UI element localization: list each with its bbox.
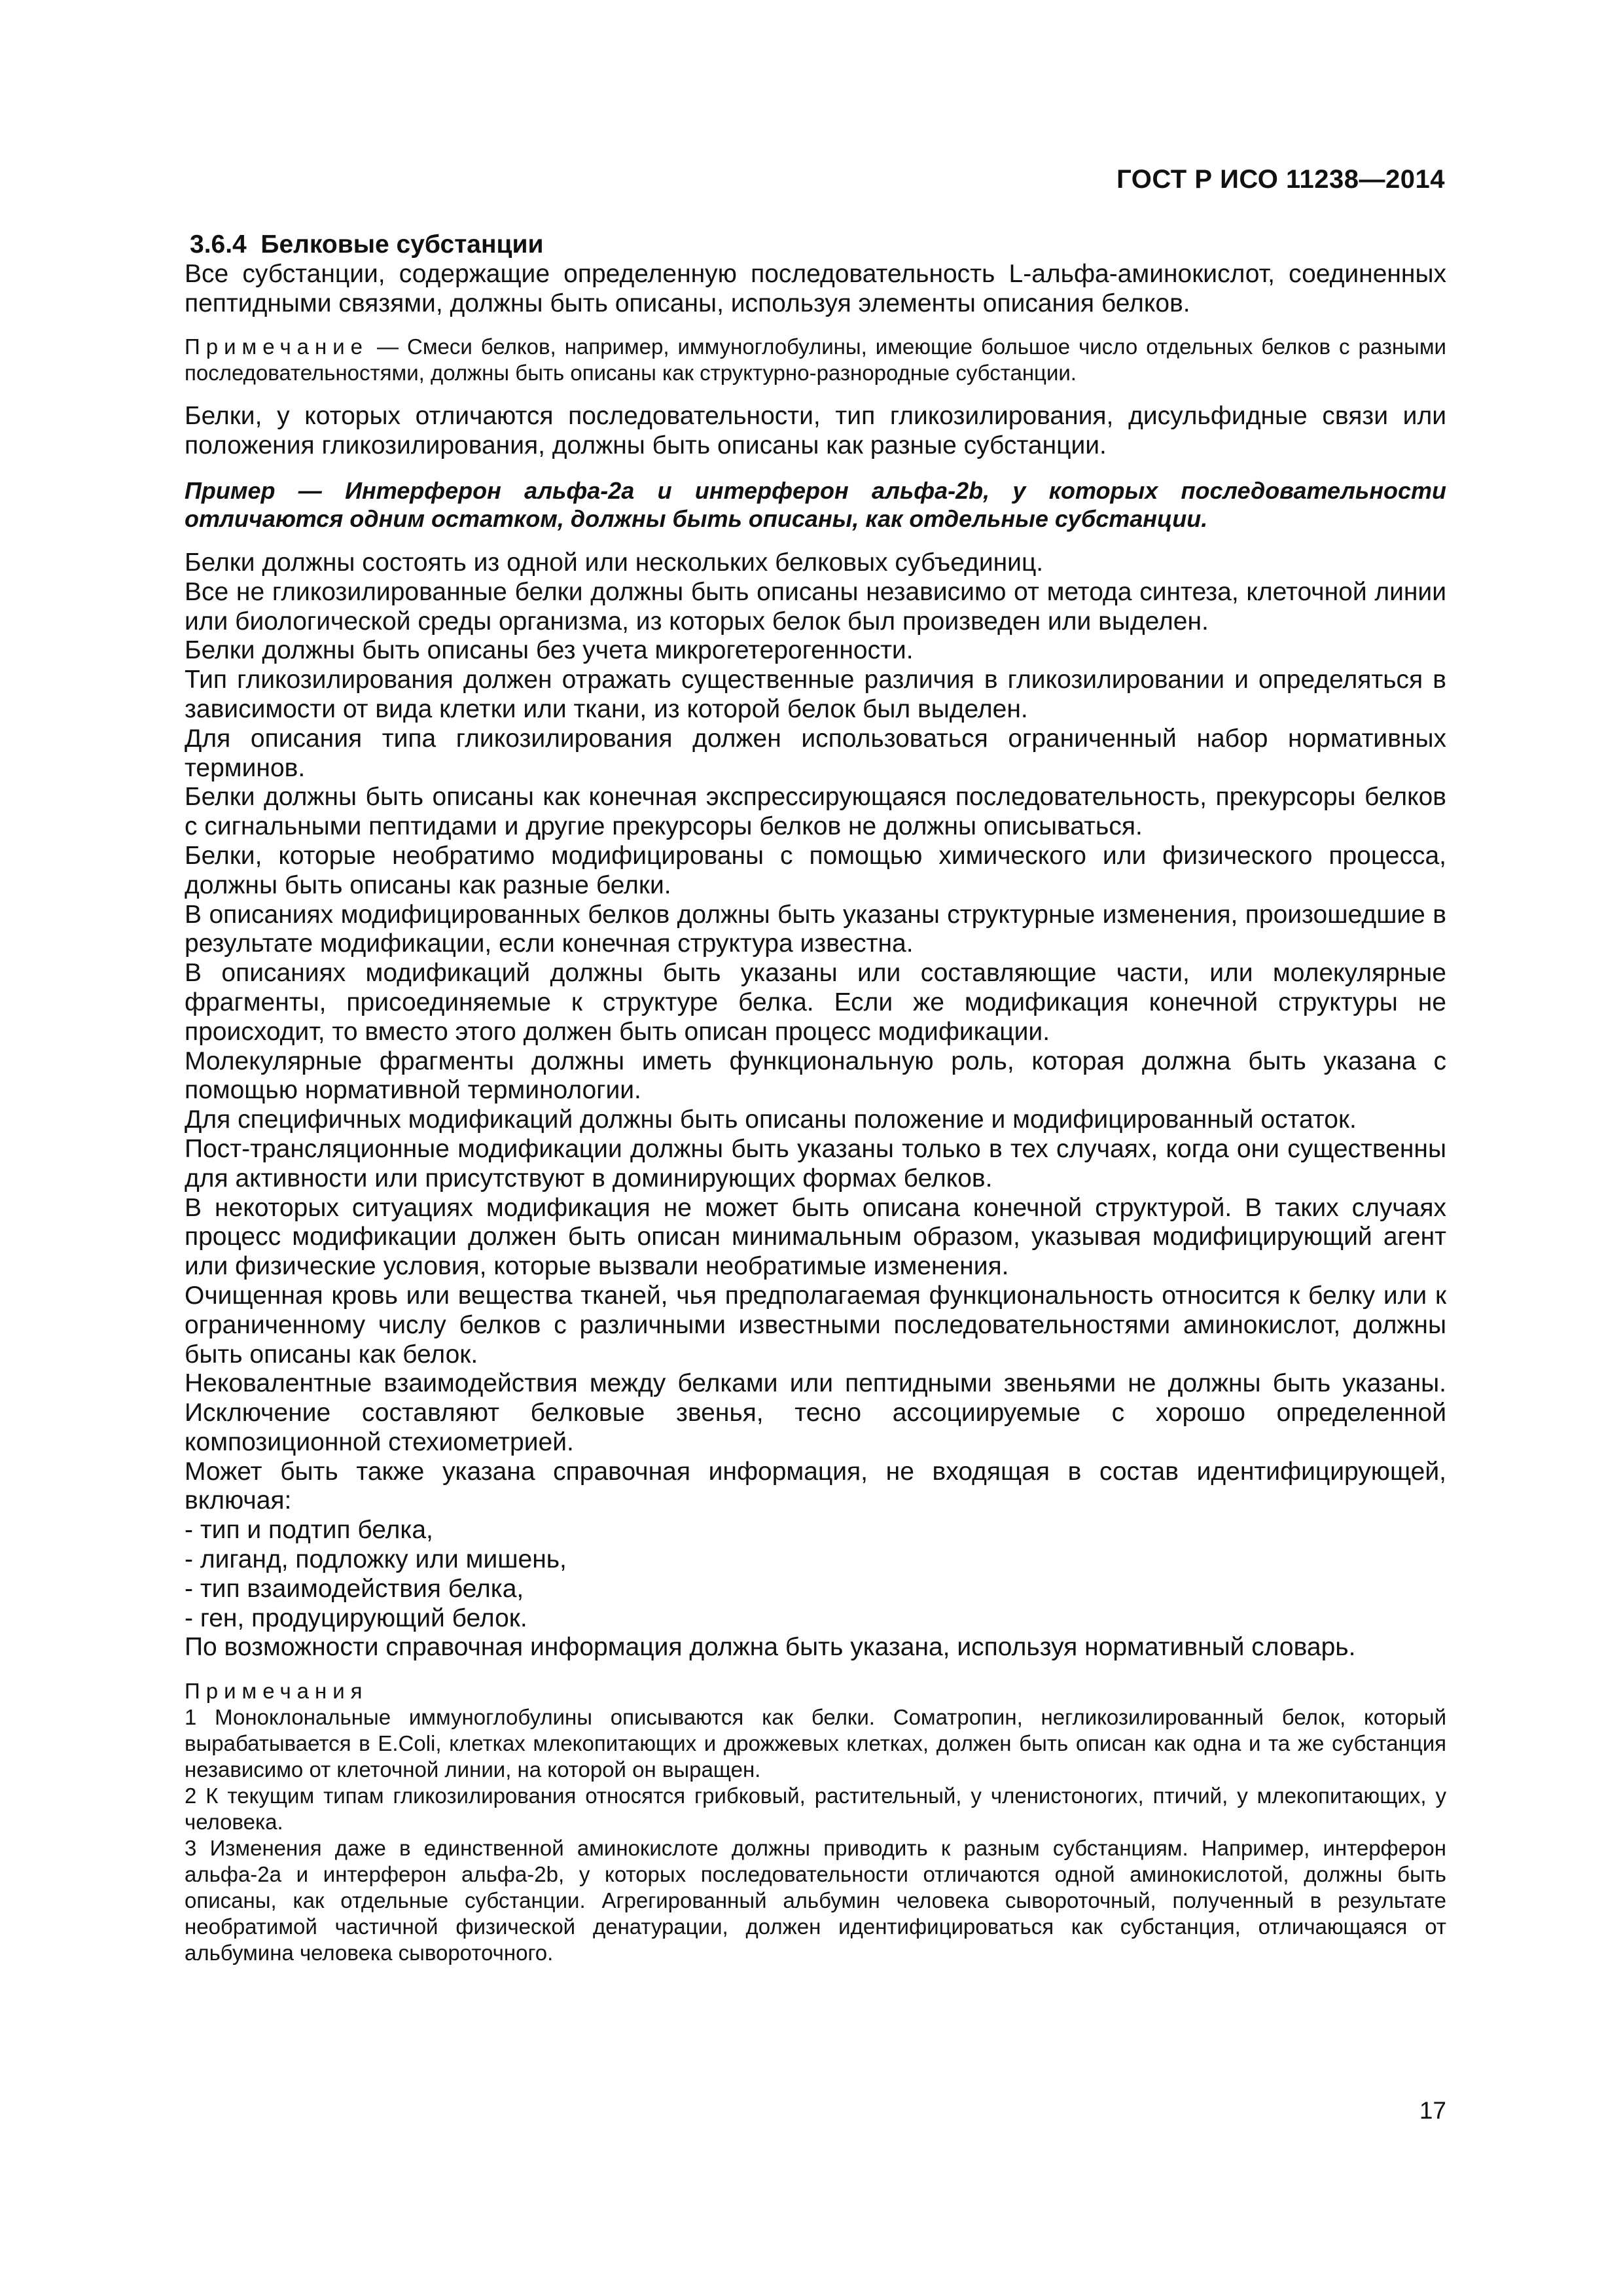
page-content (185, 230, 1446, 1966)
list-item: - тип взаимодействия белка, (185, 1574, 524, 1603)
reference-info-list (185, 1516, 1446, 1633)
document-code-header: ГОСТ Р ИСО 11238—2014 (1116, 165, 1445, 194)
body-paragraph: Белки должны быть описаны как конечная экспрессирующаяся последовательность, прекурсоры белков с сигнальными пептидами и другие прекурсоры белков не должны описываться. (185, 783, 1446, 841)
section-number: 3.6.4 (190, 230, 247, 259)
list-item: - ген, продуцирующий белок. (185, 1604, 527, 1632)
note-item: 3 Изменения даже в единственной аминокислоте должны приводить к разным субстанциям. Например, интерферон альфа-2a и интерферон альфа-2b, у которых последовательности отличаются одной аминокислотой, должны быть описаны, как отдельные субстанции. Агрегированный альбумин человека сывороточный, полученный в результате необратимой частичной физической денатурации, должен идентифицироваться как субстанция, отличающаяся от альбумина человека сывороточного. (185, 1836, 1446, 1965)
note-item: 2 К текущим типам гликозилирования относятся грибковый, растительный, у членистоногих, птичий, у млекопитающих, у человека. (185, 1784, 1446, 1835)
list-item: - тип и подтип белка, (185, 1516, 433, 1545)
body-paragraph: Очищенная кровь или вещества тканей, чья предполагаемая функциональность относится к белку или к ограниченному числу белков с различными известными последовательностями аминокислот, должны быть описаны как белок. (185, 1281, 1446, 1369)
body-paragraph: Нековалентные взаимодействия между белками или пептидными звеньями не должны быть указаны. Исключение составляют белковые звенья, тесно ассоциируемые с хорошо определенной композиционной стехиометрией. (185, 1369, 1446, 1456)
example-paragraph: Пример — Интерферон альфа-2a и интерферон альфа-2b, у которых последовательности отличаются одним остатком, должны быть описаны, как отдельные субстанции. (185, 476, 1446, 532)
page-number: 17 (1419, 2097, 1446, 2124)
body-paragraph: Молекулярные фрагменты должны иметь функциональную роль, которая должна быть указана с помощью нормативной терминологии. (185, 1047, 1446, 1105)
body-paragraphs (185, 548, 1446, 1516)
body-paragraph: В некоторых ситуациях модификация не может быть описана конечной структурой. В таких случаях процесс модификации должен быть описан минимальным образом, указывая модифицирующий агент или физические условия, которые вызвали необратимые изменения. (185, 1193, 1446, 1281)
body-paragraph: Белки должны состоять из одной или нескольких белковых субъединиц. (185, 548, 1044, 577)
note-paragraph (185, 334, 1446, 386)
notes-label: Примечания (185, 1679, 368, 1704)
body-paragraph: В описаниях модифицированных белков должны быть указаны структурные изменения, произошедшие в результате модификации, если конечная структура известна. (185, 900, 1446, 958)
body-paragraph: Белки, которые необратимо модифицированы с помощью химического или физического процесса, должны быть описаны как разные белки. (185, 841, 1446, 899)
body-paragraph: Может быть также указана справочная информация, не входящая в состав идентифицирующей, включая: (185, 1457, 1446, 1515)
paragraph-different-substances: Белки, у которых отличаются последовательности, тип гликозилирования, дисульфидные связи или положения гликозилирования, должны быть описаны как разные субстанции. (185, 402, 1446, 460)
body-paragraph: Для описания типа гликозилирования должен использоваться ограниченный набор нормативных терминов. (185, 724, 1446, 782)
note-item: 1 Моноклональные иммуноглобулины описываются как белки. Соматропин, негликозилированный белок, который вырабатывается в E.Coli, клетках млекопитающих и дрожжевых клетках, должен быть описан как одна и та же субстанция независимо от клеточной линии, на которой он выращен. (185, 1705, 1446, 1782)
body-paragraph: Белки должны быть описаны без учета микрогетерогенности. (185, 636, 914, 665)
note-label: Примечание (185, 334, 369, 359)
intro-paragraph: Все субстанции, содержащие определенную последовательность L-альфа-аминокислот, соединенных пептидными связями, должны быть описаны, используя элементы описания белков. (185, 259, 1446, 317)
note-text: — Смеси белков, например, иммуноглобулины, имеющие большое число отдельных белков с разными последовательностями, должны быть описаны как структурно-разнородные субстанции. (185, 334, 1446, 386)
body-paragraph: Все не гликозилированные белки должны быть описаны независимо от метода синтеза, клеточной линии или биологической среды организма, из которых белок был произведен или выделен. (185, 577, 1446, 636)
body-paragraph: Пост-трансляционные модификации должны быть указаны только в тех случаях, когда они существенны для активности или присутствуют в доминирующих формах белков. (185, 1134, 1446, 1193)
body-paragraph: В описаниях модификаций должны быть указаны или составляющие части, или молекулярные фрагменты, присоединяемые к структуре белка. Если же модификация конечной структуры не происходит, то вместо этого должен быть описан процесс модификации. (185, 959, 1446, 1046)
body-paragraph: Тип гликозилирования должен отражать существенные различия в гликозилировании и определяться в зависимости от вида клетки или ткани, из которой белок был выделен. (185, 666, 1446, 723)
notes-block (185, 1678, 1446, 1966)
section-title: Белковые субстанции (260, 230, 544, 259)
closing-paragraph: По возможности справочная информация должна быть указана, используя нормативный словарь. (185, 1633, 1356, 1662)
body-paragraph: Для специфичных модификаций должны быть описаны положение и модифицированный остаток. (185, 1105, 1357, 1134)
section-heading (185, 230, 1446, 260)
list-item: - лиганд, подложку или мишень, (185, 1545, 567, 1574)
